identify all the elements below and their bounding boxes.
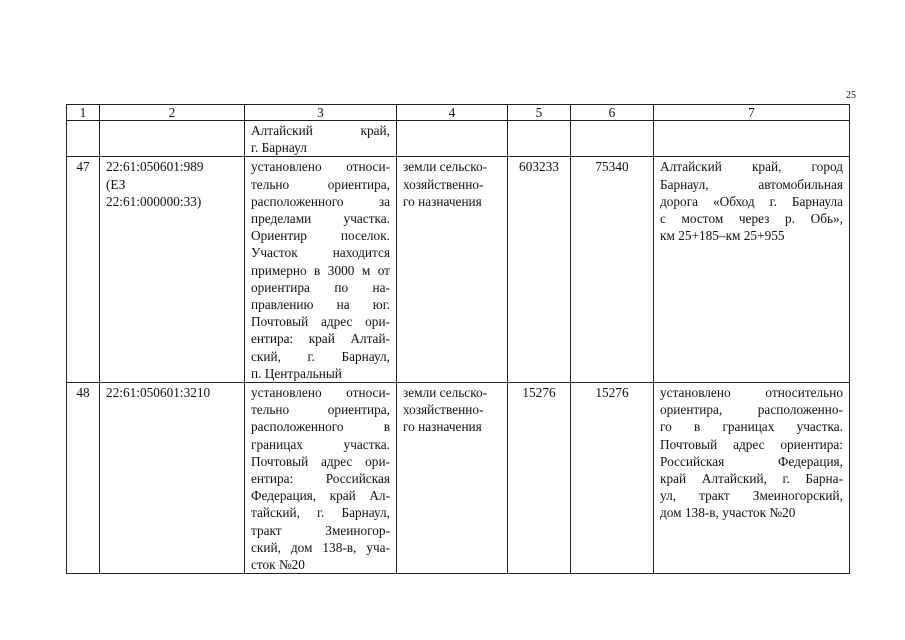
text-line: расположенного за — [251, 193, 390, 209]
text-line: установлено относи- — [251, 159, 390, 175]
text-line: дом 138-в, участок №20 — [660, 505, 796, 521]
row-number: 47 — [67, 157, 100, 383]
text-line: сток №20 — [251, 557, 305, 573]
text-line: ориентира, расположенно- — [660, 402, 843, 418]
text-line: Российская Федерация, — [660, 453, 843, 469]
text-line: Почтовый адрес ори- — [251, 453, 390, 469]
header-cell: 6 — [571, 105, 654, 121]
empty-cell — [397, 121, 508, 157]
text-line: край Алтайский, г. Барна- — [660, 471, 843, 487]
text-line: 22:61:050601:989 — [106, 159, 204, 175]
text-line: ентира: Российская — [251, 471, 390, 487]
text-line: установлено относи- — [251, 385, 390, 401]
text-line: Почтовый адрес ориентира: — [660, 436, 843, 452]
text-line: го назначения — [403, 419, 482, 435]
address-cell — [654, 157, 850, 383]
location-cell — [245, 383, 397, 574]
text-line: тельно ориентира, — [251, 402, 390, 418]
text-line: п. Центральный — [251, 365, 342, 381]
location-cell — [245, 157, 397, 383]
area-seized-cell: 15276 — [571, 383, 654, 574]
header-cell: 3 — [245, 105, 397, 121]
header-cell: 2 — [100, 105, 245, 121]
table-row-47 — [67, 157, 850, 383]
text-line: (ЕЗ — [106, 176, 126, 192]
land-category-cell — [397, 383, 508, 574]
header-cell: 7 — [654, 105, 850, 121]
text-line: Федерация, край Ал- — [251, 488, 390, 504]
empty-cell — [100, 121, 245, 157]
cadastral-number-cell — [100, 383, 245, 574]
text-line: ул, тракт Змеиногорский, — [660, 488, 843, 504]
text-line: хозяйственно- — [403, 176, 484, 192]
text-line: ский, г. Барнаул, — [251, 348, 390, 364]
text-line: 22:61:000000:33) — [106, 193, 202, 209]
empty-cell — [654, 121, 850, 157]
text-line: границах участка. — [251, 436, 390, 452]
empty-cell — [67, 121, 100, 157]
text-line: ентира: край Алтай- — [251, 331, 390, 347]
text-line: Алтайский край, — [251, 123, 390, 138]
address-cell — [654, 383, 850, 574]
text-line: Ориентир поселок. — [251, 228, 390, 244]
location-cell — [245, 121, 397, 157]
text-line: земли сельско- — [403, 385, 488, 401]
text-line: ский, дом 138-в, уча- — [251, 539, 390, 555]
text-line: правлению на юг. — [251, 297, 390, 313]
empty-cell — [508, 121, 571, 157]
header-cell: 5 — [508, 105, 571, 121]
text-line: го в границах участка. — [660, 419, 843, 435]
text-line: Барнаул, автомобильная — [660, 176, 843, 192]
text-line: тельно ориентира, — [251, 176, 390, 192]
text-line: Алтайский край, город — [660, 159, 843, 175]
land-plot-table — [66, 104, 850, 574]
continuation-row — [67, 121, 850, 157]
text-line: тайский, г. Барнаул, — [251, 505, 390, 521]
header-cell: 4 — [397, 105, 508, 121]
area-total-cell: 603233 — [508, 157, 571, 383]
text-line: с мостом через р. Обь», — [660, 211, 843, 227]
text-line: дорога «Обход г. Барнаула — [660, 193, 843, 209]
land-category-cell — [397, 157, 508, 383]
text-line: ориентира по на- — [251, 279, 390, 295]
text-line: 22:61:050601:3210 — [106, 385, 211, 401]
area-total-cell: 15276 — [508, 383, 571, 574]
page-number: 25 — [846, 90, 856, 101]
text-line: го назначения — [403, 193, 482, 209]
row-number: 48 — [67, 383, 100, 574]
empty-cell — [571, 121, 654, 157]
text-line: примерно в 3000 м от — [251, 262, 390, 278]
text-line: расположенного в — [251, 419, 390, 435]
header-cell: 1 — [67, 105, 100, 121]
text-line: г. Барнаул — [251, 140, 307, 156]
area-seized-cell: 75340 — [571, 157, 654, 383]
cadastral-number-cell — [100, 157, 245, 383]
text-line: земли сельско- — [403, 159, 488, 175]
text-line: установлено относительно — [660, 385, 843, 401]
text-line: пределами участка. — [251, 211, 390, 227]
text-line: тракт Змеиногор- — [251, 522, 390, 538]
text-line: Почтовый адрес ори- — [251, 314, 390, 330]
header-row — [67, 105, 850, 121]
text-line: км 25+185–км 25+955 — [660, 228, 785, 244]
text-line: хозяйственно- — [403, 402, 484, 418]
table-row-48 — [67, 383, 850, 574]
text-line: Участок находится — [251, 245, 390, 261]
